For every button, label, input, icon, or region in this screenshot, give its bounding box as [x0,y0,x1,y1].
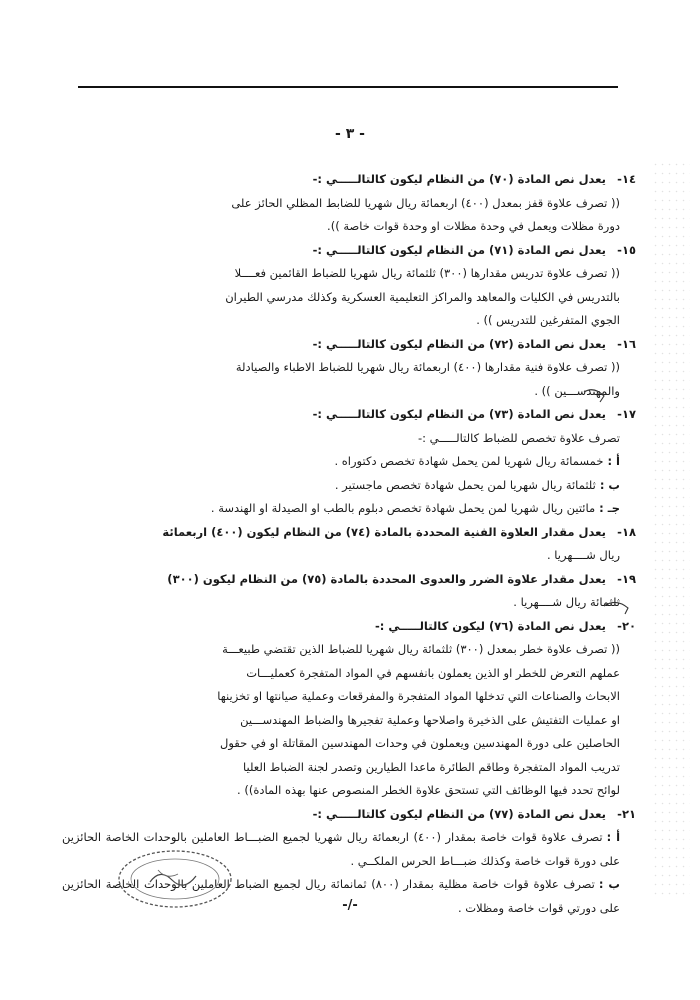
margin-mark [582,384,608,404]
article-block [62,568,636,615]
article-block [62,239,636,333]
article-heading-text: يعدل نص المادة (٧٣) من النظام ليكون كالتالـــــي :- [312,407,606,421]
article-block [62,521,636,568]
article-number: ٢١- [617,806,636,821]
article-text-line: بالتدريس في الكليات والمعاهد والمراكز التعليمية العسكرية وكذلك مدرسي الطيران [225,289,620,304]
article-heading-text: يعدل مقدار العلاوة الفنية المحددة بالمادة (٧٤) من النظام ليكون (٤٠٠) اربعمائة [162,524,606,539]
page-number: - ٣ - [335,126,365,142]
article-number: ١٧- [617,407,636,421]
subitem-text: تصرف علاوة قوات خاصة بمقدار (٤٠٠) اربعمائة ريال شهريا لجميع الضبـــاط العاملين بالوحدات الخاصة الحائزين على دورة قوات خاصة وكذلك ضبـــاط الحرس الملكــي . [62,830,620,868]
article-text-line: (( تصرف علاوة قفز بمعدل (٤٠٠) اربعمائة ريال شهريا للضابط المظلي الحائز على [231,195,620,210]
article-heading [62,239,636,263]
article-number: ١٦- [617,336,636,351]
article-heading-text: يعدل نص المادة (٧٢) من النظام ليكون كالتالـــــي :- [312,336,606,351]
article-number: ١٥- [617,242,636,257]
article-heading-text: يعدل مقدار علاوة الضرر والعدوى المحددة بالمادة (٧٥) من النظام ليكون (٣٠٠) [167,571,606,586]
article-text-line: الجوي المتفرغين للتدريس )) . [476,313,620,327]
article-text-line: تصرف علاوة تخصص للضباط كالتالـــــي :- [417,430,620,445]
margin-mark [602,596,632,616]
article-text-line: والمهندســـين )) . [534,383,620,398]
article-subitem [62,474,636,498]
article-subitem [62,497,636,521]
article-text-line: الحاصلين على دورة المهندسين ويعملون في وحدات المهندسين المقاتلة او في حقول [219,736,620,750]
subitem-label: جـ : [599,501,620,515]
article-heading-text: يعدل نص المادة (٧٠) من النظام ليكون كالتالـــــي :- [312,172,606,186]
article-number: ١٤- [617,172,636,186]
article-number: ٢٠- [617,618,636,633]
subitem-label: أ : [606,830,621,844]
article-text-line: تدريب المواد المتفجرة وطاقم الطائرة ماعدا الطيارين وتصدر لجنة الضباط العليا [242,759,620,774]
subitem-label: أ : [607,454,620,468]
page-footer: -/- [342,898,358,913]
header-rule [78,86,618,88]
article-heading [62,333,636,357]
article-number: ١٨- [617,524,636,539]
article-text-line: عملهم التعرض للخطر او الذين يعملون بانفسهم في المواد المتفجرة كعمليـــات [246,665,620,680]
article-block [62,403,636,521]
article-heading-text: يعدل نص المادة (٧٧) من النظام ليكون كالتالـــــي :- [312,806,606,821]
subitem-text: تصرف علاوة قوات خاصة مظلية بمقدار (٨٠٠) ثمانمائة ريال لجميع الضباط العاملين بالوحدات الخاصة الحائزين على دورتي قوات خاصة ومظلات . [62,877,620,915]
article-subitem [62,450,636,474]
article-heading-text: يعدل نص المادة (٧١) من النظام ليكون كالتالـــــي :- [312,242,606,257]
article-heading [62,168,636,192]
article-heading [62,403,636,427]
article-text-line: لوائح تحدد فيها الوظائف التي تستحق علاوة الخطر المنصوص عنها بهذه المادة)) . [237,783,620,797]
article-heading [62,521,636,545]
subitem-label: ب : [599,477,620,492]
article-text-line: (( تصرف علاوة خطر بمعدل (٣٠٠) ثلثمائة ريال شهريا للضباط الذين تقتضي طبيعـــة [222,642,620,656]
article-block [62,333,636,404]
article-text-line: الابحاث والصناعات التي تدخلها المواد المتفجرة والمفرقعات وعملية صيانتها او تخزينها [217,689,620,703]
article-block [62,615,636,803]
article-text-line: (( تصرف علاوة فنية مقدارها (٤٠٠) اربعمائة ريال شهريا للضباط الاطباء والصيادلة [235,360,620,374]
subitem-label: ب : [598,877,620,891]
article-heading-text: يعدل نص المادة (٧٦) ليكون كالتالـــــي :- [374,618,606,633]
article-block [62,168,636,239]
article-heading [62,568,636,592]
article-heading [62,615,636,639]
article-number: ١٩- [617,571,636,586]
article-text-line: ريال شــــهريا . [546,548,620,562]
article-text-line: او عمليات التفتيش على الذخيرة واصلاحها وعملية تفجيرها والضباط المهندســـين [240,712,620,727]
article-heading [62,803,636,827]
article-text-line: (( تصرف علاوة تدريس مقدارها (٣٠٠) ثلثمائة ريال شهريا للضباط القائمين فعــــلا [234,266,620,280]
article-text-line: ثلثمائة ريال شــــهريا . [513,595,620,609]
articles-list [62,168,636,920]
scan-noise [652,160,690,900]
article-text-line: دورة مظلات ويعمل في وحدة مظلات او وحدة قوات خاصة )). [327,219,620,233]
subitem-text: مائتين ريال شهريا لمن يحمل شهادة تخصص دبلوم بالطب او الصيدلة او الهندسة . [210,501,596,515]
subitem-text: خمسمائة ريال شهريا لمن يحمل شهادة تخصص دكتوراه . [334,454,604,468]
subitem-text: ثلثمائة ريال شهريا لمن يحمل شهادة تخصص ماجستير . [334,477,596,492]
